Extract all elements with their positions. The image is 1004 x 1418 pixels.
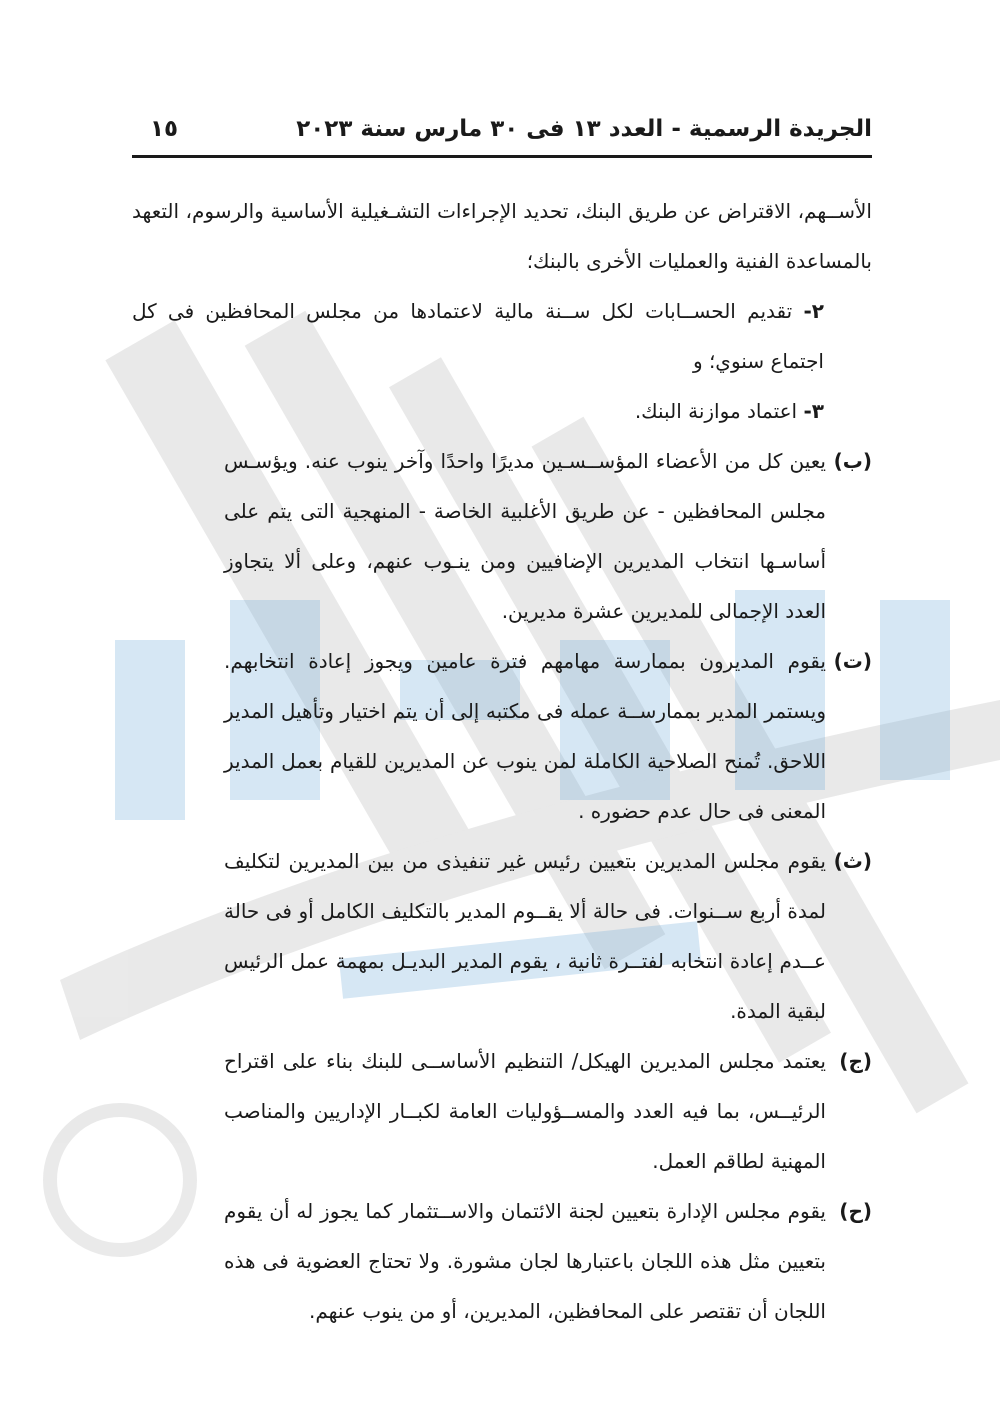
clause-t <box>132 636 872 836</box>
page-number: ١٥ <box>150 116 179 142</box>
clause-label: (ج) <box>839 1049 872 1073</box>
numbered-item-text: اعتماد موازنة البنك. <box>634 399 798 423</box>
clause-text: يعتمد مجلس المديرين الهيكل/ التنظيم الأساســى للبنك بناء على اقتراح الرئيــس، بما فيه العدد والمســؤوليات العامة لكبــار الإداريين والمناصب المهنية لطاقم العمل. <box>224 1049 826 1173</box>
numbered-item-2 <box>132 286 872 386</box>
clause-j <box>132 1036 872 1186</box>
clause-h <box>132 1186 872 1336</box>
numbered-item-label: ٢- <box>803 299 824 323</box>
clause-text: يقوم مجلس المديرين بتعيين رئيس غير تنفيذى من بين المديرين لتكليف لمدة أربع ســنوات. فى حالة ألا يقــوم المدير بالتكليف الكامل أو فى حالة عــدم إعادة انتخابه لفتــرة ثانية ، يقوم المدير البديـل بمهمة عمل الرئيس لبقية المدة. <box>224 849 826 1023</box>
clause-text: يقوم مجلس الإدارة بتعيين لجنة الائتمان والاســتثمار كما يجوز له أن يقوم بتعيين مثل هذه اللجان باعتبارها لجان مشورة. ولا تحتاج العضوية فى هذه اللجان أن تقتصر على المحافظين، المديرين، أو من ينوب عنهم. <box>224 1199 826 1323</box>
clause-label: (ح) <box>839 1199 872 1223</box>
clause-text: يقوم المديرون بممارسة مهامهم فترة عامين ويجوز إعادة انتخابهم. ويستمر المدير بممارســة عمله فى مكتبه إلى أن يتم اختيار وتأهيل المدير اللاحق. تُمنح الصلاحية الكاملة لمن ينوب عن المديرين للقيام بعمل المدير المعنى فى حال عدم حضوره . <box>224 649 826 823</box>
page-header <box>132 112 872 152</box>
clause-label: (ث) <box>833 849 872 873</box>
document-body <box>132 186 872 1336</box>
clause-label: (ت) <box>833 649 872 673</box>
intro-paragraph: الأســهم، الاقتراض عن طريق البنك، تحديد الإجراءات التشـغيلية الأساسية والرسوم، التعهد بالمساعدة الفنية والعمليات الأخرى بالبنك؛ <box>132 199 872 273</box>
running-title: الجريدة الرسمية - العدد ١٣ فى ٣٠ مارس سنة ٢٠٢٣ <box>296 116 872 142</box>
clause-th <box>132 836 872 1036</box>
numbered-item-label: ٣- <box>803 399 824 423</box>
header-rule <box>132 155 872 158</box>
clause-label: (ب) <box>833 449 872 473</box>
numbered-item-text: تقديم الحســابات لكل ســنة مالية لاعتمادها من مجلس المحافظين فى كل اجتماع سنوي؛ و <box>132 299 824 373</box>
clause-text: يعين كل من الأعضاء المؤســسـين مديرًا واحدًا وآخر ينوب عنه. ويؤسـس مجلس المحافظين - عن طريق الأغلبية الخاصة - المنهجية التى يتم على أساسـها انتخاب المديرين الإضافيين ومن ينـوب عنهم، وعلى ألا يتجاوز العدد الإجمالى للمديرين عشرة مديرين. <box>224 449 826 623</box>
numbered-item-3 <box>132 386 872 436</box>
clause-b <box>132 436 872 636</box>
